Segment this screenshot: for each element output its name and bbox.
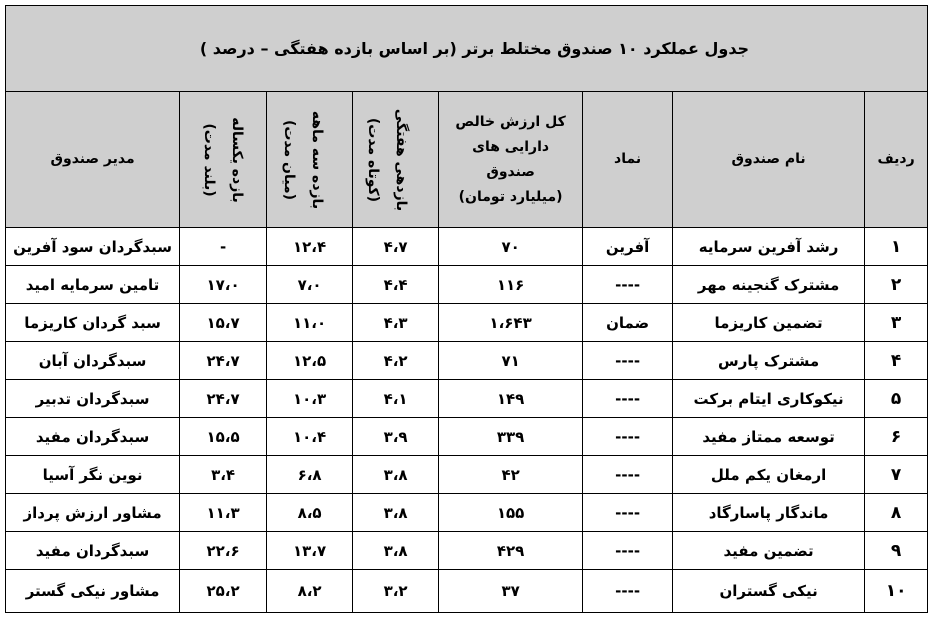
cell-nav: ۱،۶۴۳	[439, 304, 583, 342]
cell-nav: ۴۲	[439, 456, 583, 494]
header-return-1y: بازده یکساله (بلند مدت)	[180, 92, 267, 228]
cell-symbol: ----	[583, 456, 673, 494]
cell-return-3m: ۶،۸	[267, 456, 353, 494]
cell-symbol: ----	[583, 380, 673, 418]
funds-table	[5, 5, 928, 613]
cell-return-1y: ۳،۴	[180, 456, 267, 494]
cell-rank: ۱۰	[865, 570, 928, 613]
cell-nav: ۱۱۶	[439, 266, 583, 304]
cell-rank: ۳	[865, 304, 928, 342]
cell-manager: سبد گردان کاریزما	[6, 304, 180, 342]
cell-return-weekly: ۴،۳	[353, 304, 439, 342]
title-row	[6, 6, 928, 92]
table-row	[6, 532, 928, 570]
cell-return-weekly: ۴،۱	[353, 380, 439, 418]
cell-rank: ۲	[865, 266, 928, 304]
cell-rank: ۶	[865, 418, 928, 456]
cell-symbol: ----	[583, 418, 673, 456]
cell-rank: ۵	[865, 380, 928, 418]
cell-return-3m: ۱۲،۴	[267, 228, 353, 266]
table-row	[6, 494, 928, 532]
header-rank: ردیف	[865, 92, 928, 228]
table-row	[6, 456, 928, 494]
cell-return-3m: ۱۳،۷	[267, 532, 353, 570]
cell-return-1y: ۲۴،۷	[180, 342, 267, 380]
table-row	[6, 228, 928, 266]
cell-return-1y: ۱۷،۰	[180, 266, 267, 304]
cell-fund-name: ارمغان یکم ملل	[673, 456, 865, 494]
cell-return-3m: ۸،۲	[267, 570, 353, 613]
cell-nav: ۷۰	[439, 228, 583, 266]
cell-fund-name: نیکوکاری ایتام برکت	[673, 380, 865, 418]
cell-rank: ۸	[865, 494, 928, 532]
cell-fund-name: نیکی گستران	[673, 570, 865, 613]
table-row	[6, 380, 928, 418]
cell-return-1y: ۱۵،۷	[180, 304, 267, 342]
table-row	[6, 266, 928, 304]
cell-return-weekly: ۴،۷	[353, 228, 439, 266]
cell-nav: ۱۵۵	[439, 494, 583, 532]
cell-return-weekly: ۳،۸	[353, 532, 439, 570]
cell-rank: ۱	[865, 228, 928, 266]
cell-manager: سبدگردان آبان	[6, 342, 180, 380]
cell-return-3m: ۷،۰	[267, 266, 353, 304]
header-return-weekly: بازدهی هفتگی (کوتاه مدت)	[353, 92, 439, 228]
cell-manager: سبدگردان سود آفرین	[6, 228, 180, 266]
table-body	[6, 228, 928, 613]
cell-return-1y: -	[180, 228, 267, 266]
table-row	[6, 570, 928, 613]
cell-symbol: ----	[583, 532, 673, 570]
table-title: جدول عملکرد ۱۰ صندوق مختلط برتر (بر اساس بازده هفتگی – درصد )	[6, 6, 928, 92]
cell-symbol: ----	[583, 342, 673, 380]
cell-nav: ۷۱	[439, 342, 583, 380]
cell-nav: ۳۷	[439, 570, 583, 613]
table-row	[6, 418, 928, 456]
cell-return-3m: ۱۲،۵	[267, 342, 353, 380]
cell-nav: ۱۴۹	[439, 380, 583, 418]
cell-manager: سبدگردان مفید	[6, 532, 180, 570]
cell-rank: ۹	[865, 532, 928, 570]
cell-symbol: ضمان	[583, 304, 673, 342]
cell-symbol: ----	[583, 266, 673, 304]
cell-manager: مشاور ارزش پرداز	[6, 494, 180, 532]
cell-nav: ۳۳۹	[439, 418, 583, 456]
cell-manager: تامین سرمایه امید	[6, 266, 180, 304]
cell-return-1y: ۲۵،۲	[180, 570, 267, 613]
cell-symbol: ----	[583, 494, 673, 532]
cell-return-weekly: ۴،۴	[353, 266, 439, 304]
cell-fund-name: تضمین کاریزما	[673, 304, 865, 342]
cell-return-3m: ۱۰،۴	[267, 418, 353, 456]
header-symbol: نماد	[583, 92, 673, 228]
cell-manager: سبدگردان مفید	[6, 418, 180, 456]
header-row	[6, 92, 928, 228]
cell-return-weekly: ۳،۲	[353, 570, 439, 613]
cell-return-1y: ۱۵،۵	[180, 418, 267, 456]
cell-return-weekly: ۳،۸	[353, 456, 439, 494]
cell-return-1y: ۱۱،۳	[180, 494, 267, 532]
table-row	[6, 342, 928, 380]
cell-fund-name: تضمین مفید	[673, 532, 865, 570]
cell-return-1y: ۲۴،۷	[180, 380, 267, 418]
header-fund-name: نام صندوق	[673, 92, 865, 228]
cell-manager: سبدگردان تدبیر	[6, 380, 180, 418]
cell-fund-name: مشترک پارس	[673, 342, 865, 380]
cell-fund-name: توسعه ممتاز مفید	[673, 418, 865, 456]
cell-return-weekly: ۳،۸	[353, 494, 439, 532]
cell-return-3m: ۱۱،۰	[267, 304, 353, 342]
cell-rank: ۴	[865, 342, 928, 380]
cell-return-weekly: ۳،۹	[353, 418, 439, 456]
cell-return-3m: ۱۰،۳	[267, 380, 353, 418]
cell-return-weekly: ۴،۲	[353, 342, 439, 380]
cell-nav: ۴۲۹	[439, 532, 583, 570]
header-nav-total: کل ارزش خالص دارایی های صندوق (میلیارد تومان)	[439, 92, 583, 228]
cell-fund-name: مشترک گنجینه مهر	[673, 266, 865, 304]
cell-symbol: آفرین	[583, 228, 673, 266]
table-row	[6, 304, 928, 342]
cell-fund-name: رشد آفرین سرمایه	[673, 228, 865, 266]
cell-symbol: ----	[583, 570, 673, 613]
cell-manager: نوین نگر آسیا	[6, 456, 180, 494]
cell-manager: مشاور نیکی گستر	[6, 570, 180, 613]
header-manager: مدیر صندوق	[6, 92, 180, 228]
cell-return-1y: ۲۲،۶	[180, 532, 267, 570]
cell-rank: ۷	[865, 456, 928, 494]
header-return-3m: بازده سه ماهه (میان مدت)	[267, 92, 353, 228]
cell-return-3m: ۸،۵	[267, 494, 353, 532]
cell-fund-name: ماندگار پاسارگاد	[673, 494, 865, 532]
